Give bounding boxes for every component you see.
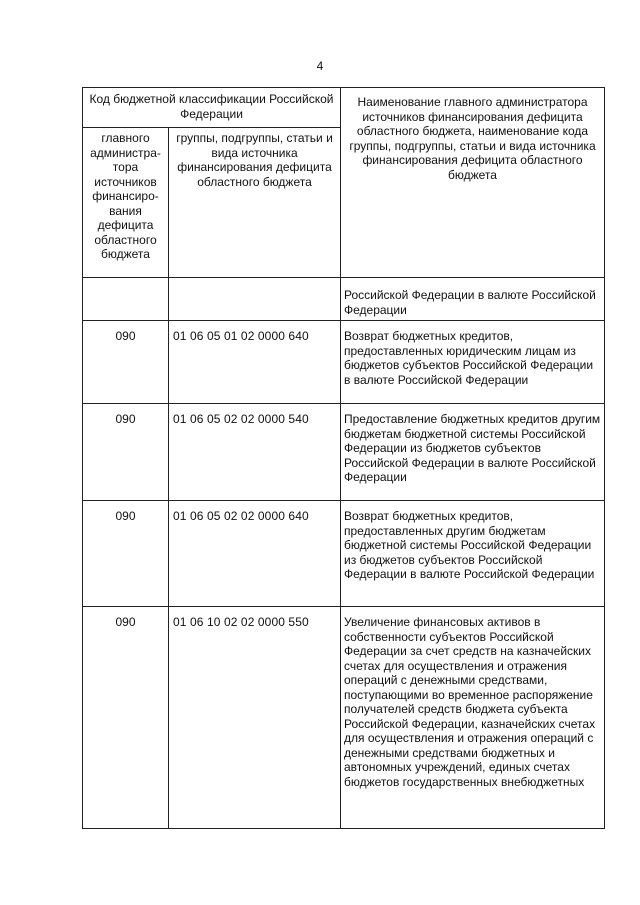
source-name-cell: Возврат бюджетных кредитов, предоставленных другим бюджетам бюджетной системы Российской Федерации из бюджетов субъектов Российской Федерации в валюте Российской Федерации bbox=[341, 501, 605, 607]
table-row bbox=[83, 607, 605, 829]
header-chief-administrator: главного администра-тора источников финансиро-вания дефицита областного бюджета bbox=[83, 128, 169, 278]
source-code-cell bbox=[169, 278, 341, 321]
table-row bbox=[83, 278, 605, 321]
source-code-cell: 01 06 05 02 02 0000 640 bbox=[169, 501, 341, 607]
budget-classification-table bbox=[82, 87, 605, 829]
header-name: Наименование главного администратора источников финансирования дефицита областного бюджета, наименование кода группы, подгруппы, статьи и вида источника финансирования дефицита областного бюджета bbox=[341, 88, 605, 278]
source-code-cell: 01 06 10 02 02 0000 550 bbox=[169, 607, 341, 829]
source-name-cell: Возврат бюджетных кредитов, предоставленных юридическим лицам из бюджетов субъектов Российской Федерации в валюте Российской Федерации bbox=[341, 321, 605, 404]
admin-code-cell: 090 bbox=[83, 404, 169, 501]
table-row bbox=[83, 404, 605, 501]
admin-code-cell: 090 bbox=[83, 607, 169, 829]
table-row bbox=[83, 501, 605, 607]
admin-code-cell: 090 bbox=[83, 321, 169, 404]
header-budget-classification-code: Код бюджетной классификации Российской Федерации bbox=[83, 88, 341, 128]
source-name-cell: Увеличение финансовых активов в собственности субъектов Российской Федерации за счет средств на казначейских счетах для осуществления и отражения операций с денежными средствами, поступающими во временное распоряжение получателей средств бюджета субъекта Российской Федерации, казначейских счетах для осуществления и отражения операций с денежными средствами бюджетных и автономных учреждений, единых счетах бюджетов государственных внебюджетных bbox=[341, 607, 605, 829]
source-code-cell: 01 06 05 01 02 0000 640 bbox=[169, 321, 341, 404]
table-row bbox=[83, 321, 605, 404]
source-name-cell: Предоставление бюджетных кредитов другим бюджетам бюджетной системы Российской Федерации из бюджетов субъектов Российской Федерации в валюте Российской Федерации bbox=[341, 404, 605, 501]
page-number: 4 bbox=[316, 59, 324, 73]
admin-code-cell: 090 bbox=[83, 501, 169, 607]
source-code-cell: 01 06 05 02 02 0000 540 bbox=[169, 404, 341, 501]
admin-code-cell bbox=[83, 278, 169, 321]
source-name-cell: Российской Федерации в валюте Российской Федерации bbox=[341, 278, 605, 321]
header-source-code: группы, подгруппы, статьи и вида источника финансирования дефицита областного бюджета bbox=[169, 128, 341, 278]
